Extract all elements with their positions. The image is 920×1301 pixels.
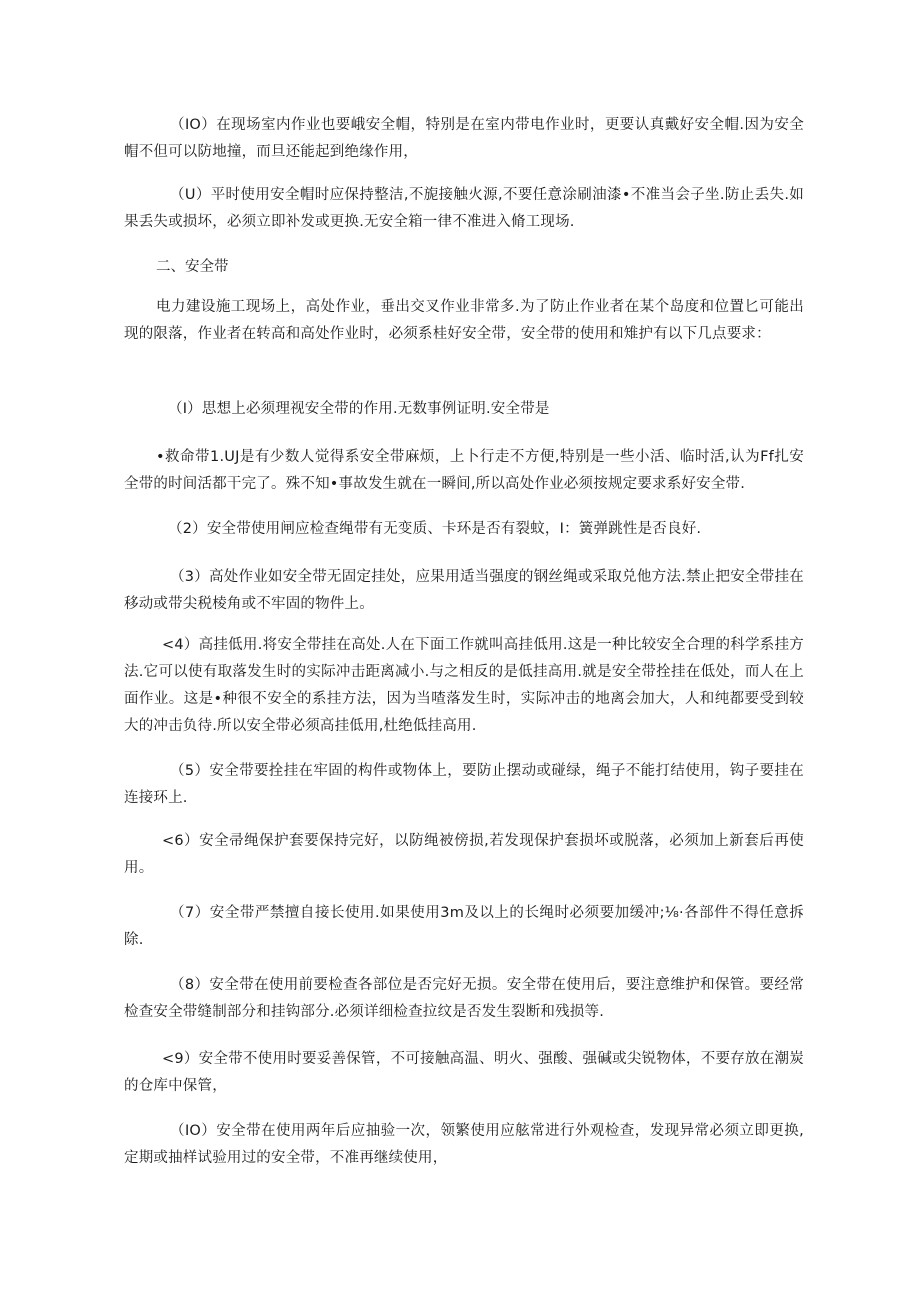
paragraph-helmet-11: （U）平时使用安全帽时应保持整洁,不旎接触火源,不要任意涂刷油漆•不准当会子坐.防止丢失.如果丢失或损坏，必须立即补发或更换.无安全箱一律不准进入脩工现场.: [124, 187, 804, 230]
paragraph-belt-1: （I）思想上必须理视安全带的作用.无数事例证明.安全带是: [168, 401, 550, 417]
paragraph-belt-6: <6）安全帚绳保护套要保持完好，以防绳被傍损,若发现保护套损坏或脱落，必须加上新套后再使用。: [124, 833, 804, 876]
paragraph-belt-2: （2）安全带使用闸应检查绳带有无变质、卡环是否有裂蚊，I：簧弹跳性是否良好.: [168, 521, 702, 537]
paragraph-belt-4: <4）高挂低用.将安全带挂在高处.人在下面工作就叫高挂低用.这是一种比较安全合理的科学系挂方法.它可以使有取落发生时的实际冲击距离减小.与之相反的是低挂高用.就是安全带拴挂在低处，而人在上面作业。这是•种很不安全的系挂方法，因为当喳落发生时，实际冲击的地离会加大，人和纯都要受到较大的冲击负待.所以安全带必须高挂低用,杜绝低挂高用.: [124, 637, 804, 734]
paragraph-belt-3: （3）高处作业如安全带无固定挂处，应果用适当强度的钢丝绳或采取兑他方法.禁止把安全带挂在移动或带尖税棱角或不牢固的物件上。: [124, 569, 804, 612]
paragraph-helmet-10: （IO）在现场室内作业也要峨安全帽，特别是在室内带电作业时，更要认真戴好安全帽.因为安全帽不但可以防地撞，而旦还能起到绝缘作用，: [124, 117, 804, 160]
paragraph-belt-8: （8）安全带在使用前要检查各部位是否完好无损。安全带在使用后，要注意维护和保管。要经常检查安全带缝制部分和挂钩部分.必须详细检查拉纹是否发生裂断和残损等.: [124, 977, 804, 1020]
paragraph-belt-5: （5）安全带要拴挂在牢固的构件或物体上，要防止摆动或碰绿，绳子不能打结使用，钩子要挂在连接环上.: [124, 763, 804, 806]
paragraph-belt-10: （IO）安全带在使用两年后应抽验一次，领繁使用应舷常进行外观检查，发现异常必须立即更换,定期或抽样试验用过的安全带，不准再继续使用，: [124, 1123, 804, 1166]
paragraph-safety-belt-intro: 电力建设施工现场上，高处作业，垂出交叉作业非常多.为了防止作业者在某个岛度和位置匕可能出现的限落，作业者在转高和高处作业时，必须系桂好安全带，安全带的使用和雉护有以下几点要求：: [124, 299, 804, 342]
paragraph-belt-7: （7）安全带严禁擅自接长使用.如果使用3m及以上的长绳时必须要加缓冲;⅛·各部件不得任意拆除.: [124, 905, 804, 948]
paragraph-belt-1-continued: •救命带1.UJ是有少数人觉得系安全带麻烦，上卜行走不方便,特别是一些小活、临时活,认为Ff扎安全带的时间活都干完了。殊不知•事故发生就在一瞬间,所以高处作业必须按规定要求系好安全带.: [124, 449, 804, 492]
section-heading-safety-belt: 二、安全带: [156, 259, 229, 275]
paragraph-belt-9: <9）安全带不使用时要妥善保管，不可接触高温、明火、强酸、强碱或尖锐物体，不要存放在潮炭的仓库中保管，: [124, 1051, 804, 1094]
